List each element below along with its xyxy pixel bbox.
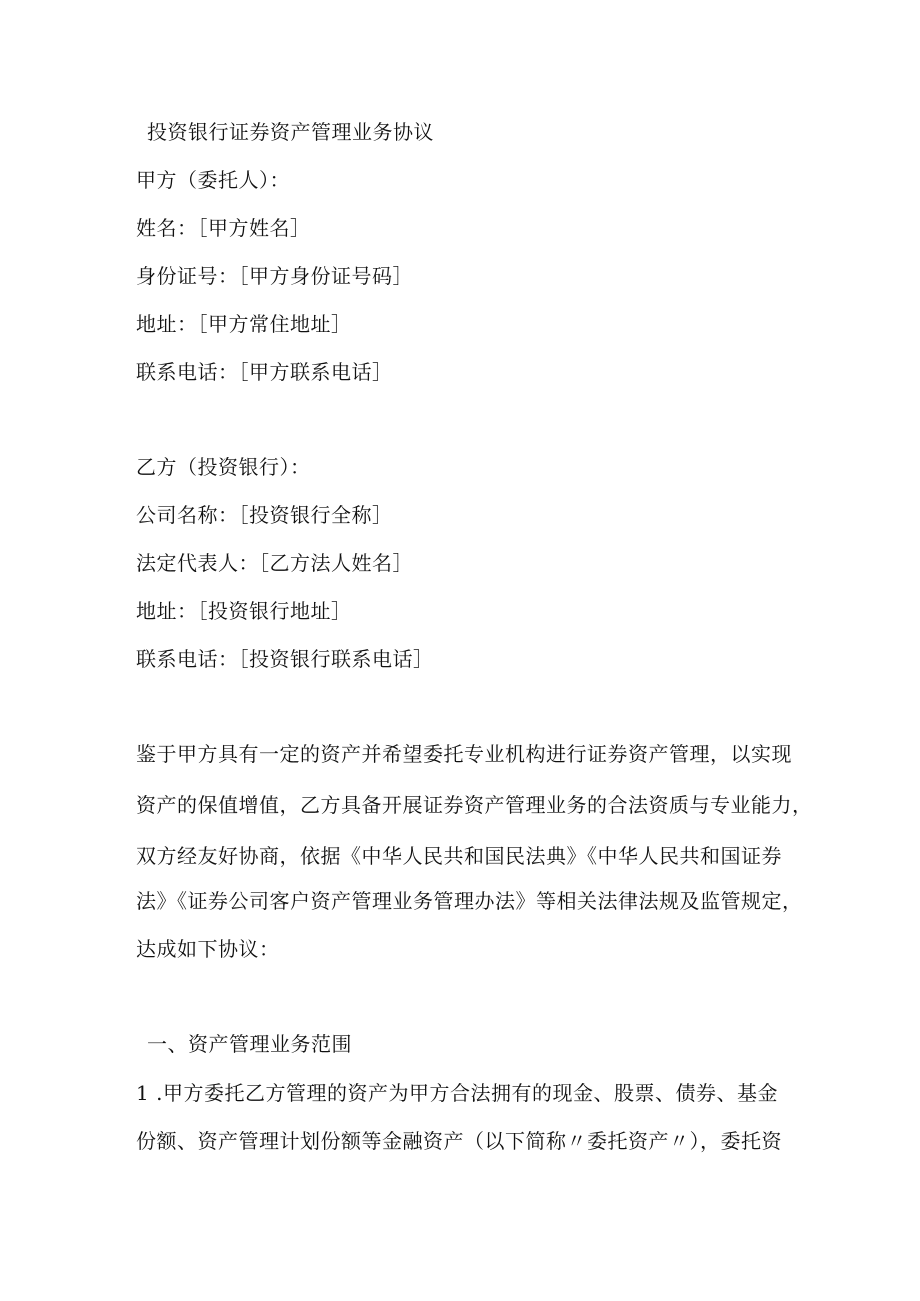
clause-line: 份额、资产管理计划份额等金融资产（以下简称〃委托资产〃），委托资 — [136, 1129, 782, 1153]
party-b-address: 地址：［投资银行地址］ — [136, 599, 352, 623]
preamble-line: 法》《证券公司客户资产管理业务管理办法》等相关法律法规及监管规定， — [136, 889, 803, 913]
preamble-line: 双方经友好协商，依据《中华人民共和国民法典》《中华人民共和国证券 — [136, 844, 782, 868]
document-title: 投资银行证券资产管理业务协议 — [147, 120, 434, 144]
preamble-line: 资产的保值增值，乙方具备开展证券资产管理业务的合法资质与专业能力， — [136, 793, 813, 817]
party-a-address: 地址：［甲方常住地址］ — [136, 312, 352, 336]
preamble-line: 鉴于甲方具有一定的资产并希望委托专业机构进行证券资产管理，以实现 — [136, 742, 792, 766]
party-a-name: 姓名：［甲方姓名］ — [136, 216, 311, 240]
party-b-company-name: 公司名称：［投资银行全称］ — [136, 503, 393, 527]
party-b-legal-rep: 法定代表人：［乙方法人姓名］ — [136, 551, 413, 575]
party-a-id-number: 身份证号：［甲方身份证号码］ — [136, 264, 413, 288]
party-b-phone: 联系电话：［投资银行联系电话］ — [136, 647, 434, 671]
party-a-heading: 甲方（委托人）： — [136, 168, 290, 192]
party-b-heading: 乙方（投资银行）： — [136, 455, 311, 479]
preamble-line: 达成如下协议： — [136, 937, 280, 961]
clause-line: 1 .甲方委托乙方管理的资产为甲方合法拥有的现金、股票、债券、基金 — [136, 1081, 778, 1105]
section-1-heading: 一、资产管理业务范围 — [147, 1032, 352, 1056]
party-a-phone: 联系电话：［甲方联系电话］ — [136, 360, 393, 384]
